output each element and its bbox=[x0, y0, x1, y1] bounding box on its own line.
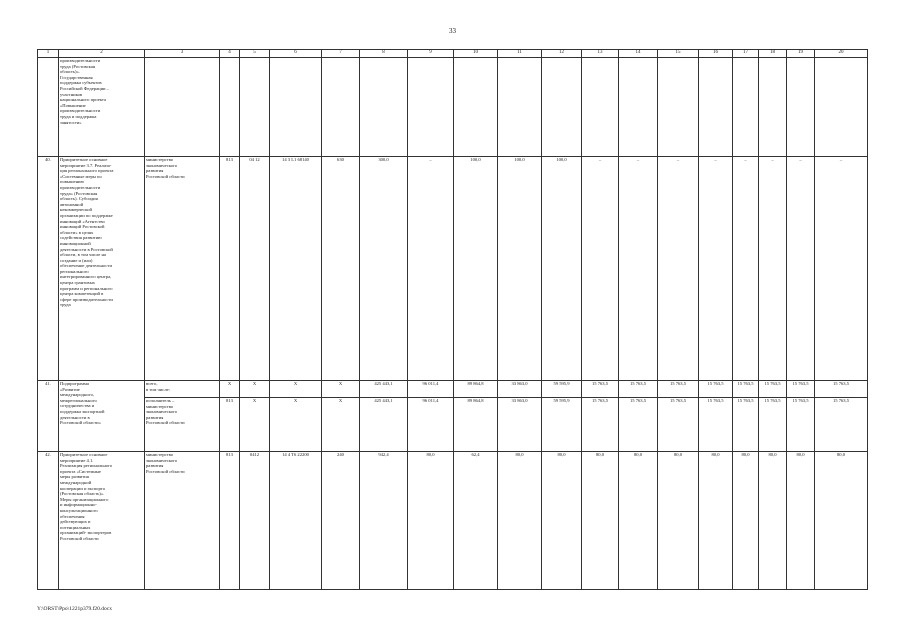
cell: 425 443,1 bbox=[360, 398, 408, 452]
cell: 15 763,5 bbox=[815, 398, 868, 452]
cell: X bbox=[220, 381, 240, 398]
cell: 15 763,5 bbox=[582, 381, 619, 398]
cell bbox=[699, 58, 733, 157]
cell: 425 443,1 bbox=[360, 381, 408, 398]
cell bbox=[733, 58, 759, 157]
cell: – bbox=[619, 157, 658, 381]
cell: 15 763,5 bbox=[759, 381, 787, 398]
cell: 89 864,8 bbox=[454, 398, 498, 452]
column-header: 13 bbox=[582, 50, 619, 58]
cell bbox=[360, 58, 408, 157]
cell bbox=[270, 58, 322, 157]
executor: министерство экономического развития Ростовской области bbox=[145, 452, 220, 590]
row-number bbox=[38, 58, 59, 157]
cell: 100,0 bbox=[542, 157, 582, 381]
cell: 100,0 bbox=[498, 157, 542, 381]
column-header: 3 bbox=[145, 50, 220, 58]
cell bbox=[815, 58, 868, 157]
column-header: 15 bbox=[658, 50, 699, 58]
column-header: 19 bbox=[787, 50, 815, 58]
table-row bbox=[38, 381, 868, 398]
cell: X bbox=[270, 398, 322, 452]
cell: 0412 bbox=[240, 452, 270, 590]
row-number: 41. bbox=[38, 381, 59, 452]
row-number: 40. bbox=[38, 157, 59, 381]
cell: 15 763,5 bbox=[582, 398, 619, 452]
cell: 59 595,9 bbox=[542, 398, 582, 452]
column-header: 20 bbox=[815, 50, 868, 58]
cell: 15 763,5 bbox=[733, 381, 759, 398]
cell: 14 3 L1 68140 bbox=[270, 157, 322, 381]
column-header: 16 bbox=[699, 50, 733, 58]
cell: 80,0 bbox=[787, 452, 815, 590]
column-header: 10 bbox=[454, 50, 498, 58]
cell: 80,0 bbox=[408, 452, 454, 590]
cell: – bbox=[815, 157, 868, 381]
column-header: 14 bbox=[619, 50, 658, 58]
cell: 80,0 bbox=[619, 452, 658, 590]
column-header: 17 bbox=[733, 50, 759, 58]
cell: 942,4 bbox=[360, 452, 408, 590]
measure-name: производительности труда (Ростовская область)». Государственная поддержка субъектов Российской Федерации – участников национального проекта «Повышение производительности труда и поддержка занятости» bbox=[59, 58, 145, 157]
table-row bbox=[38, 157, 868, 381]
column-header: 4 bbox=[220, 50, 240, 58]
header-row bbox=[38, 50, 868, 58]
cell: 15 763,5 bbox=[619, 381, 658, 398]
cell: 96 011,4 bbox=[408, 398, 454, 452]
cell bbox=[759, 58, 787, 157]
column-header: 7 bbox=[322, 50, 360, 58]
table-row bbox=[38, 452, 868, 590]
measure-name: Приоритетное основное мероприятие 3.7. Реализа- ция регионального проекта «Системные меры по повышению производительности труда» (Ростовская область). Субсидия автономной некоммерческой организации по поддержке инноваций «Агентство инноваций Ростовской области» в целях содействия развитию инновационной деятельности в Ростовской области, в том числе на создание и (или) обеспечение деятельности регионального интегрированного центра, центра грантовых программ и регионального центра компетенций в сфере производительности труда bbox=[59, 157, 145, 381]
cell: 15 763,5 bbox=[759, 398, 787, 452]
cell: 100,0 bbox=[454, 157, 498, 381]
executor bbox=[145, 58, 220, 157]
cell bbox=[542, 58, 582, 157]
cell: 15 763,5 bbox=[733, 398, 759, 452]
executor-total: всего, в том числе: bbox=[145, 381, 220, 398]
cell bbox=[220, 58, 240, 157]
executor: министерство экономического развития Ростовской области bbox=[145, 157, 220, 381]
cell: 33 863,0 bbox=[498, 381, 542, 398]
cell: 630 bbox=[322, 157, 360, 381]
cell: 96 011,4 bbox=[408, 381, 454, 398]
cell: X bbox=[322, 398, 360, 452]
cell: 80,0 bbox=[658, 452, 699, 590]
column-header: 6 bbox=[270, 50, 322, 58]
cell bbox=[322, 58, 360, 157]
cell: – bbox=[408, 157, 454, 381]
row-number: 42. bbox=[38, 452, 59, 590]
column-header: 8 bbox=[360, 50, 408, 58]
cell: 15 763,5 bbox=[619, 398, 658, 452]
cell: 89 864,8 bbox=[454, 381, 498, 398]
cell: 80,0 bbox=[733, 452, 759, 590]
cell: X bbox=[240, 398, 270, 452]
cell: 15 763,5 bbox=[787, 398, 815, 452]
table-row bbox=[38, 58, 868, 157]
cell: 59 595,9 bbox=[542, 381, 582, 398]
measure-name: Приоритетное основное мероприятие 4.1. Реализация регионального проекта «Системные меры развития международной кооперации и экспорта (Ростовская область)». Меры организационного и информационно- консультационного обеспечения действующих и потенциальных организаций- экспортеров Ростовской области bbox=[59, 452, 145, 590]
cell: 15 763,5 bbox=[699, 398, 733, 452]
column-header: 1 bbox=[38, 50, 59, 58]
cell bbox=[454, 58, 498, 157]
cell: 80,0 bbox=[815, 452, 868, 590]
executor: исполнитель – министерство экономического развития Ростовской области bbox=[145, 398, 220, 452]
measure-name: Подпрограмма «Развитие международного, межрегионального сотрудничества и поддержка экспортной деятельности в Ростовской области» bbox=[59, 381, 145, 452]
cell bbox=[498, 58, 542, 157]
cell: 813 bbox=[220, 452, 240, 590]
cell: 80,0 bbox=[759, 452, 787, 590]
column-header: 2 bbox=[59, 50, 145, 58]
cell: 813 bbox=[220, 157, 240, 381]
column-header: 18 bbox=[759, 50, 787, 58]
column-header: 9 bbox=[408, 50, 454, 58]
page-number: 33 bbox=[449, 27, 456, 35]
cell bbox=[658, 58, 699, 157]
file-path-footer: Y:\ORST\Ppo\1221p379.f20.docx bbox=[37, 606, 112, 612]
cell: X bbox=[270, 381, 322, 398]
column-header: 12 bbox=[542, 50, 582, 58]
cell: X bbox=[322, 381, 360, 398]
cell: X bbox=[240, 381, 270, 398]
cell: 15 763,5 bbox=[699, 381, 733, 398]
cell: 04 12 bbox=[240, 157, 270, 381]
column-header: 5 bbox=[240, 50, 270, 58]
cell: 80,0 bbox=[498, 452, 542, 590]
cell bbox=[240, 58, 270, 157]
cell: 33 863,0 bbox=[498, 398, 542, 452]
cell: 15 763,5 bbox=[787, 381, 815, 398]
cell bbox=[408, 58, 454, 157]
cell: – bbox=[733, 157, 759, 381]
cell: – bbox=[699, 157, 733, 381]
cell: 80,0 bbox=[699, 452, 733, 590]
cell: 15 763,5 bbox=[815, 381, 868, 398]
cell: – bbox=[582, 157, 619, 381]
cell: 240 bbox=[322, 452, 360, 590]
cell: 62,4 bbox=[454, 452, 498, 590]
cell bbox=[582, 58, 619, 157]
cell: 80,0 bbox=[542, 452, 582, 590]
cell: 300,0 bbox=[360, 157, 408, 381]
cell: 14 4 T6 22200 bbox=[270, 452, 322, 590]
cell: 15 763,5 bbox=[658, 381, 699, 398]
cell: 15 763,5 bbox=[658, 398, 699, 452]
cell bbox=[619, 58, 658, 157]
column-header: 11 bbox=[498, 50, 542, 58]
cell: – bbox=[787, 157, 815, 381]
cell: – bbox=[658, 157, 699, 381]
cell bbox=[787, 58, 815, 157]
table-row bbox=[38, 398, 868, 452]
budget-table bbox=[37, 49, 868, 590]
cell: 813 bbox=[220, 398, 240, 452]
cell: 80,0 bbox=[582, 452, 619, 590]
cell: – bbox=[759, 157, 787, 381]
